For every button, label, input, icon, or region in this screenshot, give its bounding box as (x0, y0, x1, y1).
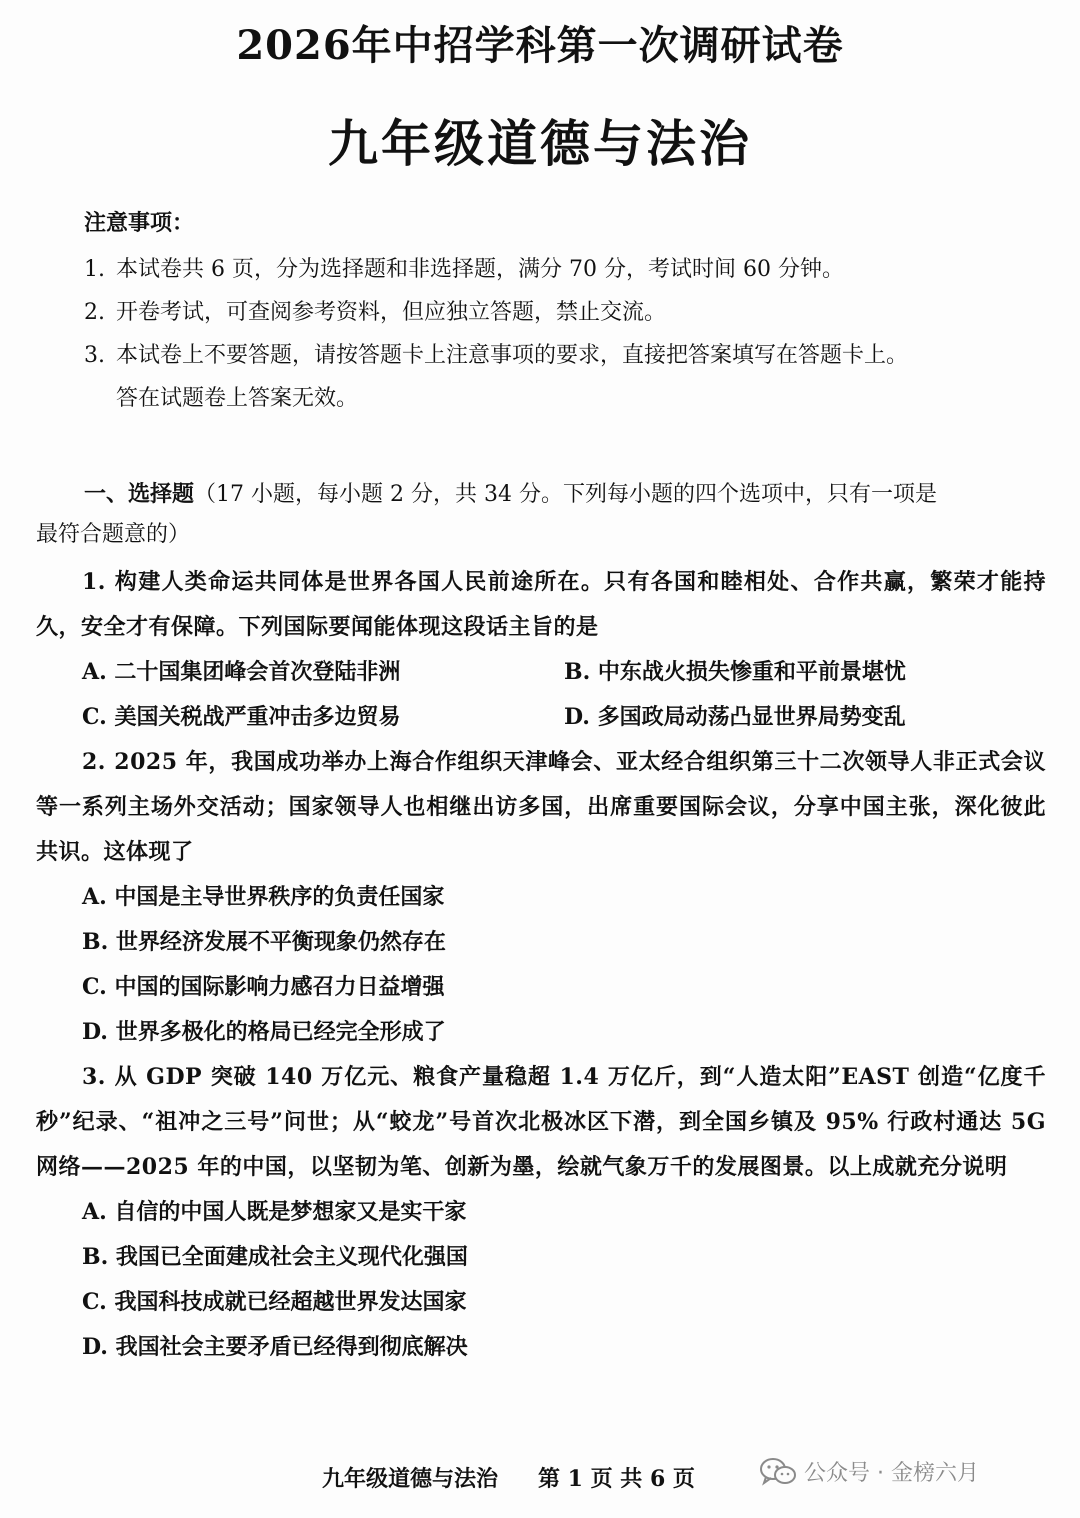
option-a: A. 中国是主导世界秩序的负责任国家 (82, 884, 445, 910)
section-header (84, 475, 1046, 515)
watermark (760, 1456, 979, 1487)
note-text-continuation: 答在试题卷上答案无效。 (116, 386, 359, 411)
option-row (36, 695, 1046, 740)
notes-block (84, 208, 1044, 420)
exam-title: 2026年中招学科第一次调研试卷 (236, 22, 844, 69)
section-description: （17 小题，每小题 2 分，共 34 分。下列每小题的四个选项中，只有一项是 (194, 482, 937, 507)
note-item (84, 248, 1044, 291)
option-d: D. 多国政局动荡凸显世界局势变乱 (564, 704, 906, 730)
question-stem: 2. 2025 年，我国成功举办上海合作组织天津峰会、亚太经合组织第三十二次领导人非正式会议等一系列主场外交活动；国家领导人也相继出访多国，出席重要国际会议，分享中国主张，深化彼此共识。这体现了 (36, 749, 1046, 865)
option-b: B. 世界经济发展不平衡现象仍然存在 (82, 929, 446, 955)
note-text: 本试卷上不要答题，请按答题卡上注意事项的要求，直接把答案填写在答题卡上。 (116, 343, 909, 368)
wechat-icon (760, 1457, 796, 1487)
option-c: C. 我国科技成就已经超越世界发达国家 (82, 1289, 467, 1315)
option-d: D. 我国社会主要矛盾已经得到彻底解决 (82, 1334, 468, 1360)
option-a: A. 自信的中国人既是梦想家又是实干家 (82, 1199, 467, 1225)
note-number: 3. (84, 343, 105, 368)
option-d: D. 世界多极化的格局已经完全形成了 (82, 1019, 446, 1045)
note-text: 本试卷共 6 页，分为选择题和非选择题，满分 70 分，考试时间 60 分钟。 (116, 257, 844, 282)
section-title: 一、选择题 (84, 482, 195, 507)
note-number: 1. (84, 257, 105, 282)
note-item (84, 291, 1044, 334)
option-a: A. 二十国集团峰会首次登陆非洲 (82, 659, 401, 685)
subject-title: 九年级道德与法治 (328, 114, 752, 173)
option-b: B. 中东战火损失惨重和平前景堪忧 (564, 659, 906, 685)
option-c: C. 美国关税战严重冲击多边贸易 (82, 704, 401, 730)
page-footer (322, 1462, 695, 1493)
option-c: C. 中国的国际影响力感召力日益增强 (82, 974, 445, 1000)
section-description-continuation: 最符合题意的） (36, 522, 191, 547)
note-text: 开卷考试，可查阅参考资料，但应独立答题，禁止交流。 (116, 300, 667, 325)
question-stem: 3. 从 GDP 突破 140 万亿元、粮食产量稳超 1.4 万亿斤，到“人造太阳”EAST 创造“亿度千秒”纪录、“祖冲之三号”问世；从“蛟龙”号首次北极冰区下潜，到全国乡镇及 95% 行政村通达 5G 网络——2025 年的中国，以坚韧为笔、创新为墨，绘就气象万千的发展图景。以上成就充分说明 (36, 1064, 1046, 1180)
note-number: 2. (84, 300, 105, 325)
footer-subject: 九年级道德与法治 (322, 1466, 499, 1492)
question-stem: 1. 构建人类命运共同体是世界各国人民前途所在。只有各国和睦相处、合作共赢，繁荣才能持久，安全才有保障。下列国际要闻能体现这段话主旨的是 (36, 569, 1046, 640)
footer-page-info: 第 1 页 共 6 页 (538, 1466, 695, 1492)
option-row (36, 650, 1046, 695)
notes-heading: 注意事项： (84, 211, 195, 236)
option-b: B. 我国已全面建成社会主义现代化强国 (82, 1244, 468, 1270)
question-1 (36, 560, 1046, 740)
note-item (84, 334, 1044, 377)
question-list (36, 560, 1046, 1370)
question-2 (36, 740, 1046, 1055)
question-3 (36, 1055, 1046, 1370)
watermark-text: 公众号 · 金榜六月 (804, 1461, 979, 1486)
